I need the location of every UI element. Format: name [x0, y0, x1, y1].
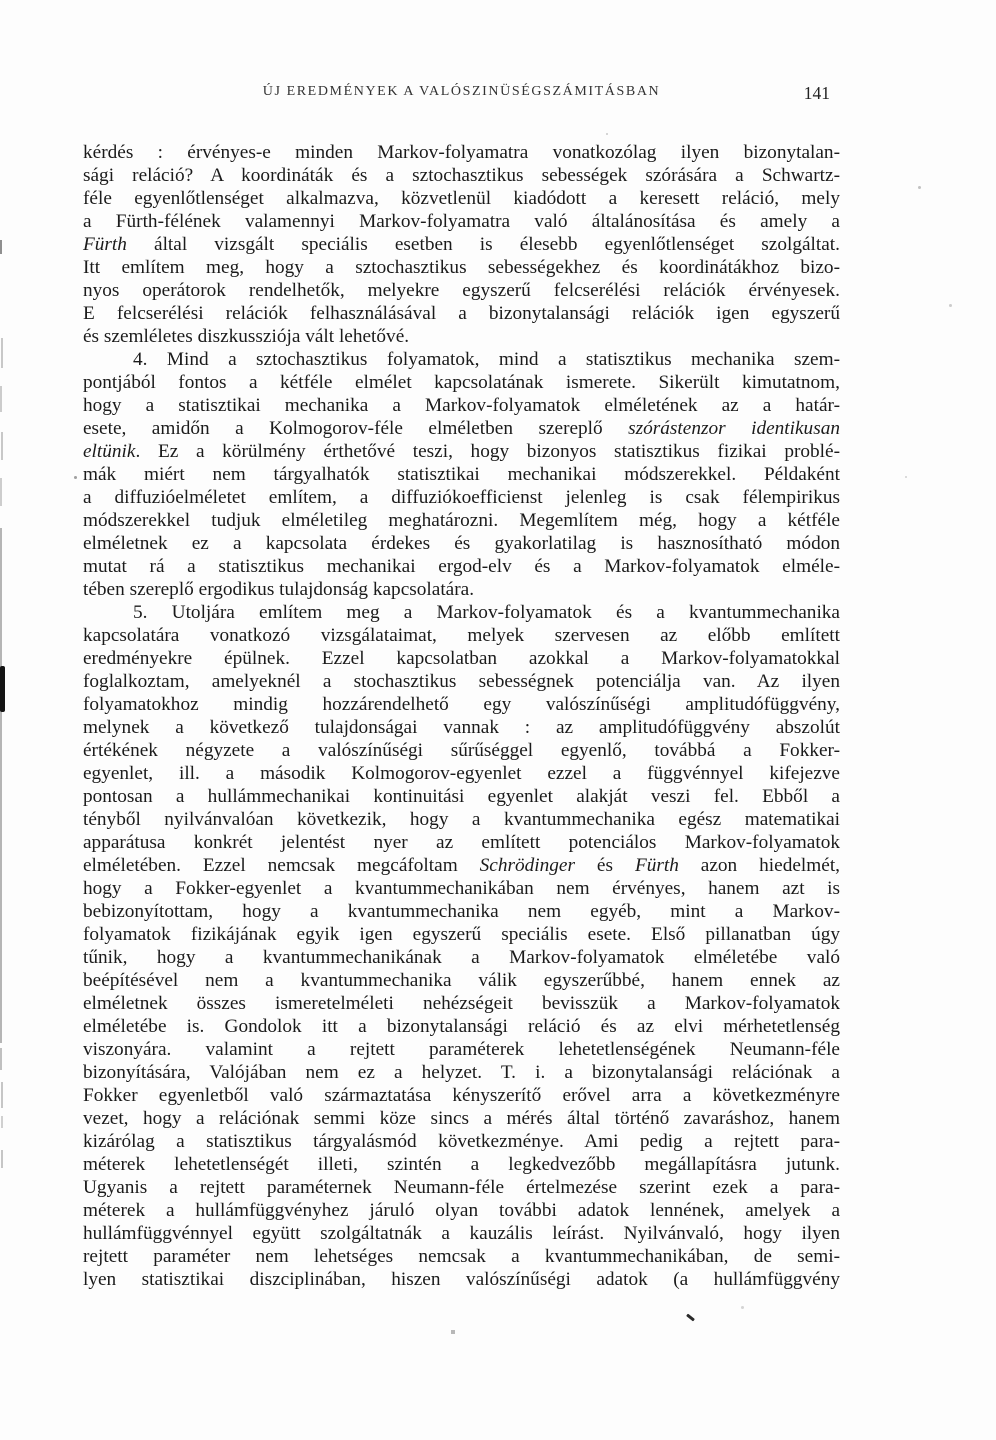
text-line: a diffuzióelméletet említem, a diffuziókoefficienst jelenleg is csak félempirikus [83, 487, 840, 508]
scan-artifact-edge-blob [0, 666, 5, 712]
scan-artifact-edge-dash [1, 1150, 3, 1168]
text-line: apparátusa konkrét jelentést nyer az említett potenciálos Markov-folyamatok [83, 832, 840, 853]
text-line: Itt említem meg, hogy a sztochasztikus sebességekhez és koordinátákhoz bizo- [83, 257, 840, 278]
text-line: nyos operátorok rendelhetők, melyekre egyszerű felcserélési relációk érvényesek. [83, 280, 840, 301]
text-line: elméletnek ez a kapcsolata érdekes és gyakorlatilag is hasznosítható módon [83, 533, 840, 554]
text-line: hogy a Fokker-egyenlet a kvantummechanikában nem érvényes, hanem azt is [83, 878, 840, 899]
text-line: kapcsolatára vonatkozó vizsgálataimat, melyek szervesen az előbb említett [83, 625, 840, 646]
text-line: a Fürth-félének valamennyi Markov-folyamatra való általánosítása és amely a [83, 211, 840, 232]
text-line: rejtett paraméter nem lehetséges nemcsak a kvantummechanikában, de semi- [83, 1246, 840, 1267]
text-line: féle egyenlőtlenséget alkalmazva, közvetlenül kiadódott a keresett reláció, mely [83, 188, 840, 209]
text-line: tűnik, hogy a kvantummechanikának a Markov-folyamatok elméletébe való [83, 947, 840, 968]
scan-artifact-edge-dash [0, 1048, 2, 1070]
scan-artifact-edge-dash [0, 478, 2, 506]
text-line: bebizonyítottam, hogy a kvantummechanika nem egyéb, mint a Markov- [83, 901, 840, 922]
scan-artifact-edge-dash [0, 386, 2, 412]
text-line: lyen statisztikai diszciplinában, hiszen valószínűségi adatok (a hullámfüggvény [83, 1269, 840, 1290]
text-line: hullámfüggvénnyel együtt szolgáltatnák a kauzális leírást. Nyilvánvaló, hogy ilyen [83, 1223, 840, 1244]
text-line: vezet, hogy a relációnak semmi köze sincs a mérés által történő zavaráshoz, hanem [83, 1108, 840, 1129]
text-line: eredményekre épülnek. Ezzel kapcsolatban azokkal a Markov-folyamatokkal [83, 648, 840, 669]
text-line: méterek lehetetlenségét illeti, szintén a legkedvezőbb megállapításra jutunk. [83, 1154, 840, 1175]
text-line: mák miért nem tárgyalhatók statisztikai mechanikai módszerekkel. Példaként [83, 464, 840, 485]
scan-artifact-speck [606, 133, 608, 135]
paragraph [83, 141, 840, 348]
text-line: egyenlet, ill. a második Kolmogorov-egyenlet ezzel a függvénnyel kifejezve [83, 763, 840, 784]
scan-artifact-edge-dash [1, 338, 3, 368]
paragraph [83, 348, 840, 601]
text-line: pontosan a hullámmechanikai kontinuitási egyenlet alakját veszi fel. Ebből a [83, 786, 840, 807]
text-line: 5. Utoljára említem meg a Markov-folyamatok és a kvantummechanika [133, 602, 840, 623]
scan-artifact-edge-dash [1, 1082, 3, 1108]
scan-artifact-edge-line [0, 528, 2, 1043]
scan-artifact-edge-dash [1, 432, 3, 460]
text-line: elméletnek összes ismeretelméleti nehézségeit bevisszük a Markov-folyamatok [83, 993, 840, 1014]
text-line: értékének négyzete a valószínűségi sűrűséggel egyenlő, továbbá a Fokker- [83, 740, 840, 761]
text-line: és szemléletes diszkussziója vált lehetővé. [83, 326, 410, 347]
body-text [83, 141, 840, 1291]
text-line: tényből nyilvánvalóan következik, hogy a kvantummechanika egész matematikai [83, 809, 840, 830]
text-line: viszonyára. valamint a rejtett paraméterek lehetetlenségének Neumann-féle [83, 1039, 840, 1060]
text-line: Fürth által vizsgált speciális esetben is élesebb egyenlőtlenséget szolgáltat. [83, 234, 840, 255]
text-line: 4. Mind a sztochasztikus folyamatok, mind a statisztikus mechanika szem- [133, 349, 840, 370]
text-line: módszerekkel tudjuk elméletileg meghatározni. Megemlítem még, hogy a kétféle [83, 510, 840, 531]
text-line: esete, amidőn a Kolmogorov-féle elméletben szereplő szórástenzor identikusan [83, 418, 840, 439]
text-line: kérdés : érvényes-e minden Markov-folyamatra vonatkozólag ilyen bizonytalan- [83, 142, 840, 163]
scan-artifact-edge-dash [1, 1116, 3, 1128]
text-line: beépítésével nem a kvantummechanika válik egyszerűbbé, hanem ennek az [83, 970, 840, 991]
scan-artifact-speck [905, 476, 907, 478]
text-line: eltünik. Ez a körülmény érthetővé teszi, hogy bizonyos statisztikus fizikai problé- [83, 441, 840, 462]
text-line: Ugyanis a rejtett paraméternek Neumann-féle értelmezése szerint ezek a para- [83, 1177, 840, 1198]
scan-artifact-speck [949, 304, 952, 307]
scan-artifact-speck [74, 476, 77, 479]
text-line: foglalkoztam, amelyeknél a stochasztikus sebességnek potenciálja van. Az ilyen [83, 671, 840, 692]
running-head-title: ÚJ EREDMÉNYEK A VALÓSZINÜSÉGSZÁMITÁSBAN [262, 84, 661, 99]
text-line: méterek a hullámfüggvényhez járuló olyan további adatok lennének, amelyek a [83, 1200, 840, 1221]
text-line: folyamatokhoz mindig hozzárendelhető egy valószínűségi amplitudófüggvény, [83, 694, 840, 715]
text-line: folyamatok fizikájának egyik igen egyszerű speciális esete. Első pillanatban úgy [83, 924, 840, 945]
scan-artifact-speck [918, 186, 921, 189]
paragraph [83, 601, 840, 1291]
text-line: Fokker egyenletből való származtatása kényszerítő erővel arra a következményre [83, 1085, 840, 1106]
text-line: E felcserélési relációk felhasználásával a bizonytalansági relációk igen egyszerű [83, 303, 840, 324]
scan-artifact-edge-tick [0, 240, 2, 254]
page-number: 141 [803, 83, 830, 103]
scan-artifact-speck [741, 1306, 744, 1309]
text-line: pontjából fontos a kétféle elmélet kapcsolatának ismerete. Sikerült kimutatnom, [83, 372, 840, 393]
scan-artifact-speck [451, 1330, 455, 1334]
text-line: mutat rá a statisztikus mechanikai ergod-elv és a Markov-folyamatok elméle- [83, 556, 840, 577]
text-line: tében szereplő ergodikus tulajdonság kapcsolatára. [83, 579, 475, 600]
text-line: bizonyítására, Valójában nem ez a helyzet. T. i. a bizonytalansági relációnak a [83, 1062, 840, 1083]
scan-artifact-ink-dash [686, 1314, 695, 1322]
text-line: hogy a statisztikai mechanika a Markov-folyamatok elméletének az a határ- [83, 395, 840, 416]
text-line: elméletében. Ezzel nemcsak megcáfoltam Schrödinger és Fürth azon hiedelmét, [83, 855, 840, 876]
text-line: melynek a következő tulajdonságai vannak : az amplitudófüggvény abszolút [83, 717, 840, 738]
text-line: kizárólag a statisztikus tárgyalásmód következménye. Ami pedig a rejtett para- [83, 1131, 840, 1152]
text-line: sági reláció? A koordináták és a sztochasztikus sebességek szórására a Schwartz- [83, 165, 840, 186]
text-line: elméletébe is. Gondolok itt a bizonytalansági reláció és az elvi mérhetetlenség [83, 1016, 840, 1037]
